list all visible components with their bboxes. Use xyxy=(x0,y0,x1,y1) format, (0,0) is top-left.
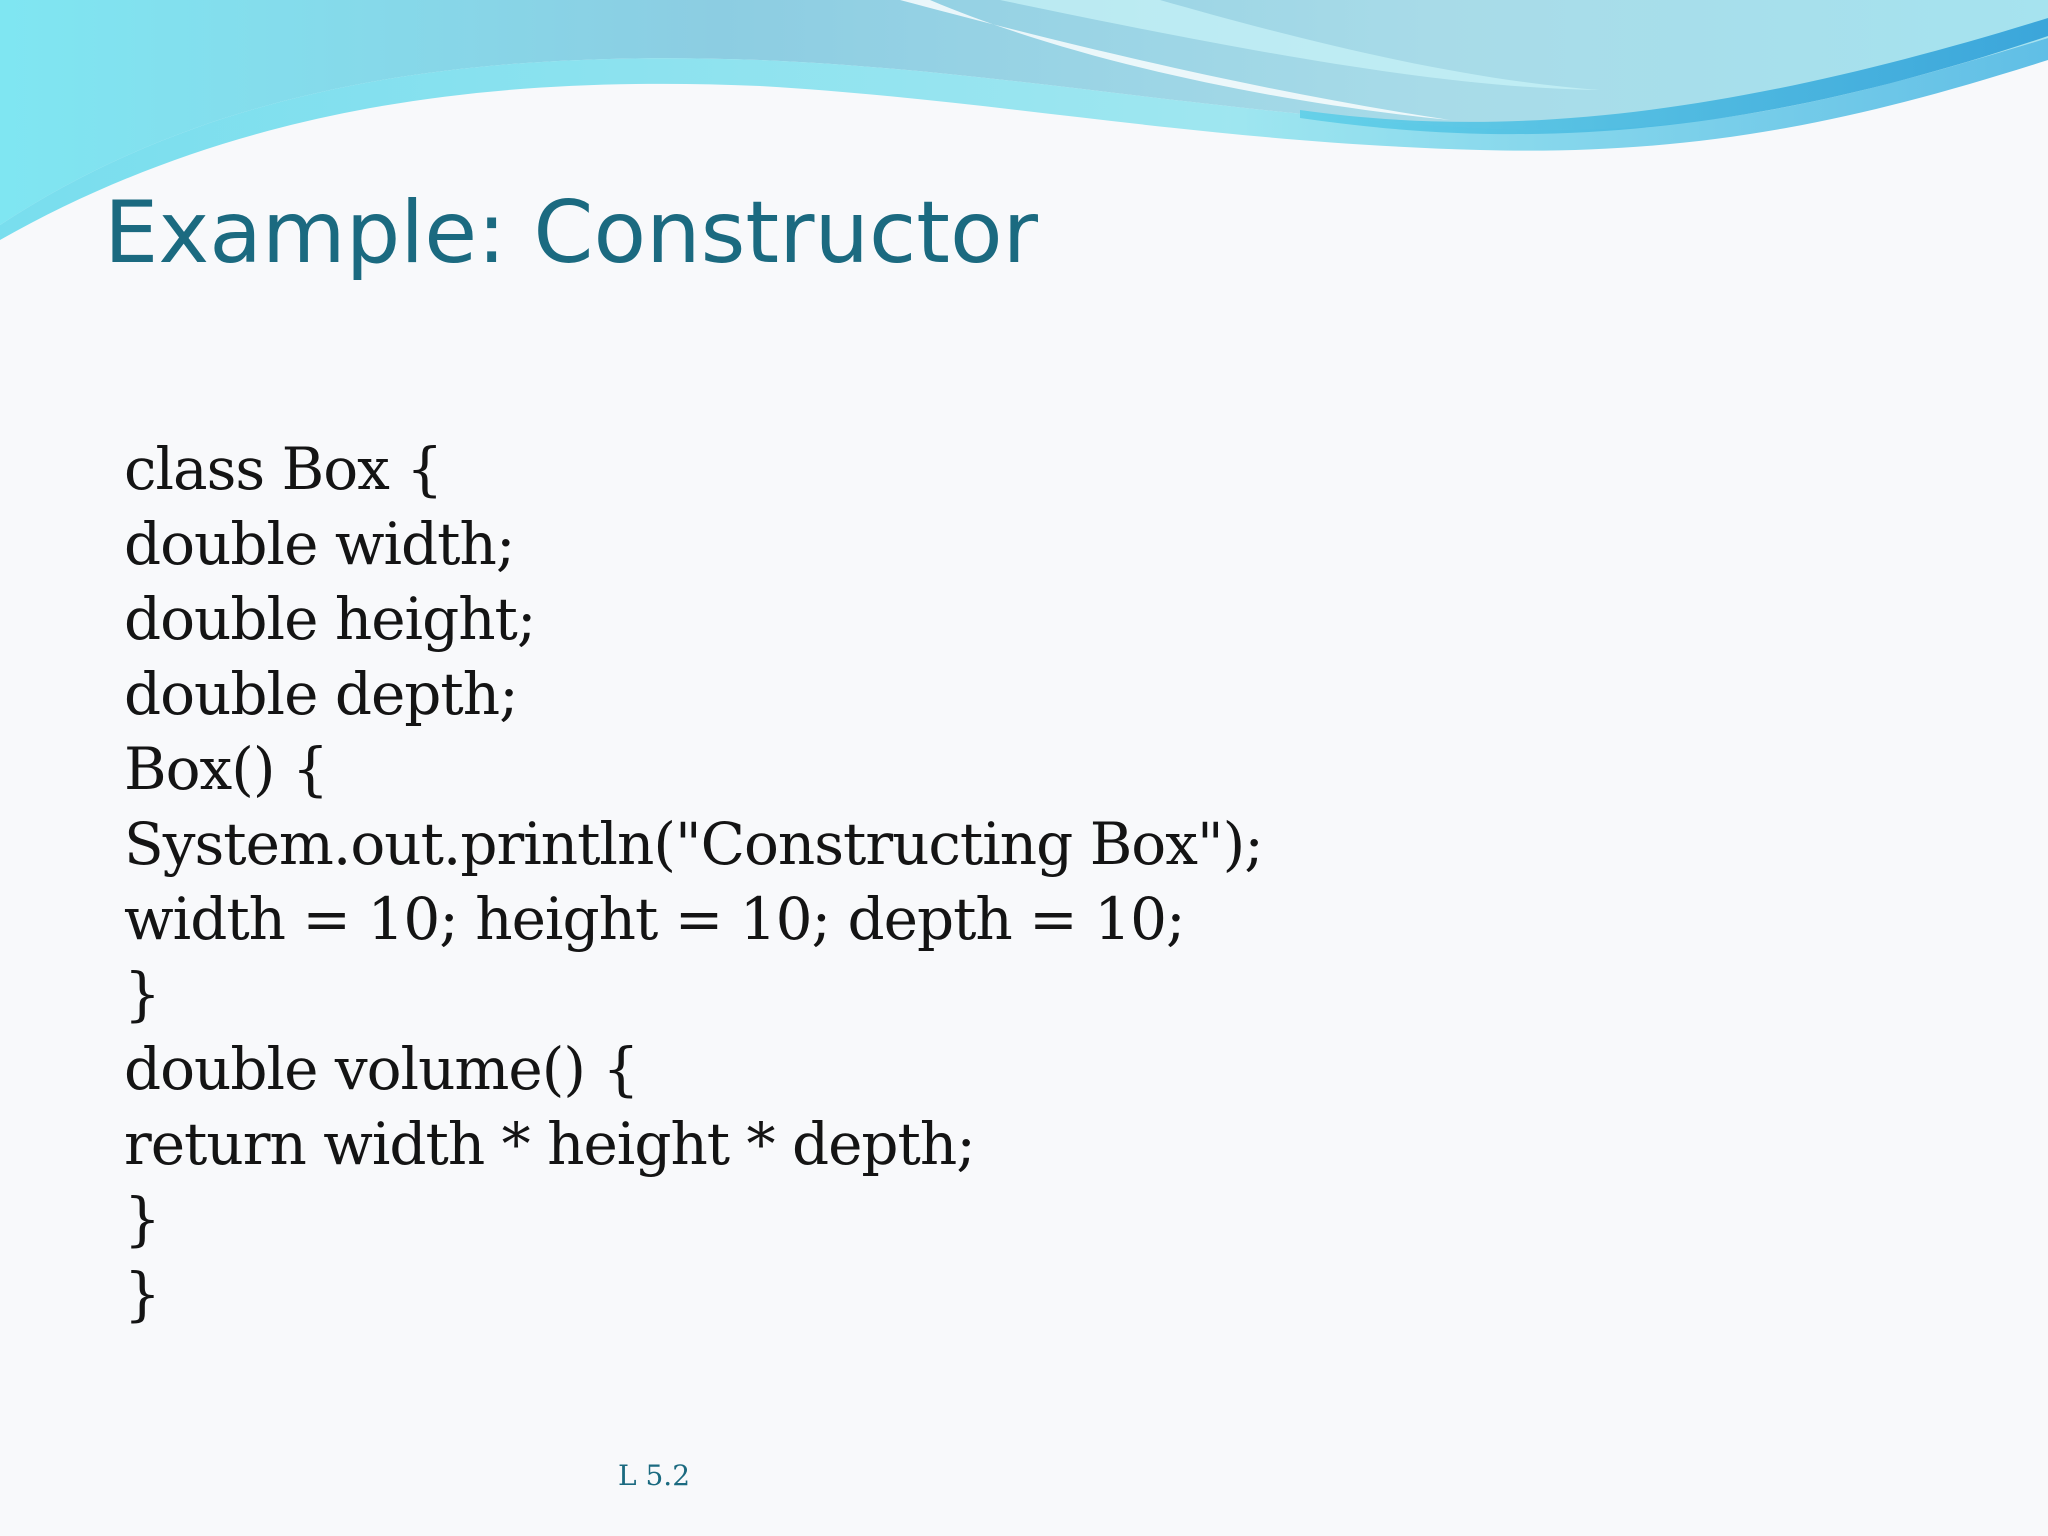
code-line: Box() { xyxy=(124,735,328,803)
code-line: return width * height * depth; xyxy=(124,1110,975,1178)
code-listing xyxy=(124,432,1824,1332)
slide-title: Example: Constructor xyxy=(104,183,1038,283)
code-line: } xyxy=(124,1260,160,1328)
code-line: } xyxy=(124,960,160,1028)
code-line: System.out.println("Constructing Box"); xyxy=(124,810,1263,878)
code-line: double depth; xyxy=(124,660,518,728)
code-line: double volume() { xyxy=(124,1035,639,1103)
code-line: } xyxy=(124,1185,160,1253)
code-line: width = 10; height = 10; depth = 10; xyxy=(124,885,1185,953)
code-line: double width; xyxy=(124,510,515,578)
code-line: double height; xyxy=(124,585,536,653)
slide-footer-label: L 5.2 xyxy=(618,1459,691,1492)
code-line: class Box { xyxy=(124,435,443,503)
